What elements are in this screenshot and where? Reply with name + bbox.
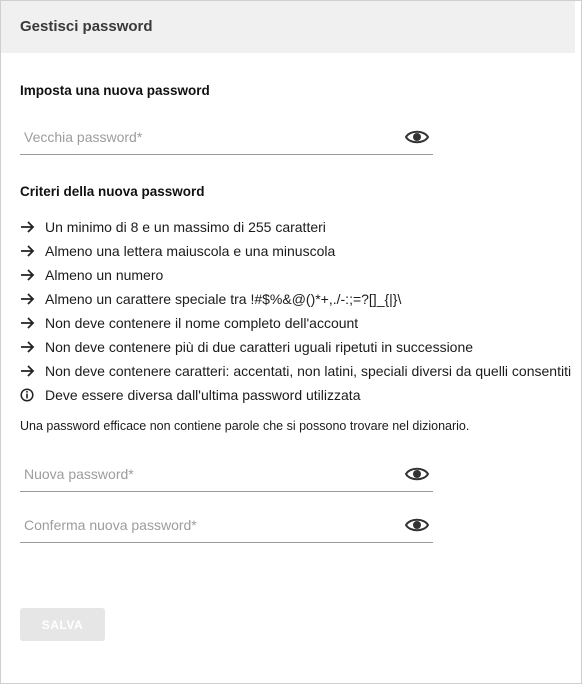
page-title: Gestisci password [20, 18, 153, 35]
old-password-field [20, 122, 433, 155]
new-password-field [20, 459, 433, 492]
criteria-text: Non deve contenere più di due caratteri uguali ripetuti in successione [45, 339, 474, 355]
confirm-password-field [20, 510, 433, 543]
show-password-eye-icon[interactable] [405, 128, 429, 146]
new-password-input[interactable] [24, 459, 394, 489]
criteria-text: Non deve contenere il nome completo dell'account [45, 315, 359, 331]
criteria-text: Almeno una lettera maiuscola e una minuscola [45, 243, 336, 259]
confirm-password-input[interactable] [24, 510, 394, 540]
arrow-right-icon [20, 316, 35, 330]
new-password-section-title: Imposta una nuova password [20, 83, 210, 98]
arrow-right-icon [20, 292, 35, 306]
arrow-right-icon [20, 220, 35, 234]
password-hint: Una password efficace non contiene parole che si possono trovare nel dizionario. [20, 419, 470, 433]
show-password-eye-icon[interactable] [405, 516, 429, 534]
criteria-text: Un minimo di 8 e un massimo di 255 caratteri [45, 219, 326, 235]
old-password-input[interactable] [24, 122, 394, 152]
criteria-text: Non deve contenere caratteri: accentati, non latini, speciali diversi da quelli consentiti [45, 363, 572, 379]
show-password-eye-icon[interactable] [405, 465, 429, 483]
save-button[interactable]: SALVA [20, 608, 105, 641]
arrow-right-icon [20, 340, 35, 354]
info-circle-icon [20, 388, 35, 402]
criteria-title: Criteri della nuova password [20, 184, 205, 199]
criteria-text: Almeno un numero [45, 267, 164, 283]
arrow-right-icon [20, 364, 35, 378]
arrow-right-icon [20, 268, 35, 282]
panel-header [1, 1, 575, 53]
criteria-text: Deve essere diversa dall'ultima password utilizzata [45, 387, 361, 403]
arrow-right-icon [20, 244, 35, 258]
criteria-text: Almeno un carattere speciale tra !#$%&@()*+,./-:;=?[]_{|}\ [45, 291, 402, 307]
